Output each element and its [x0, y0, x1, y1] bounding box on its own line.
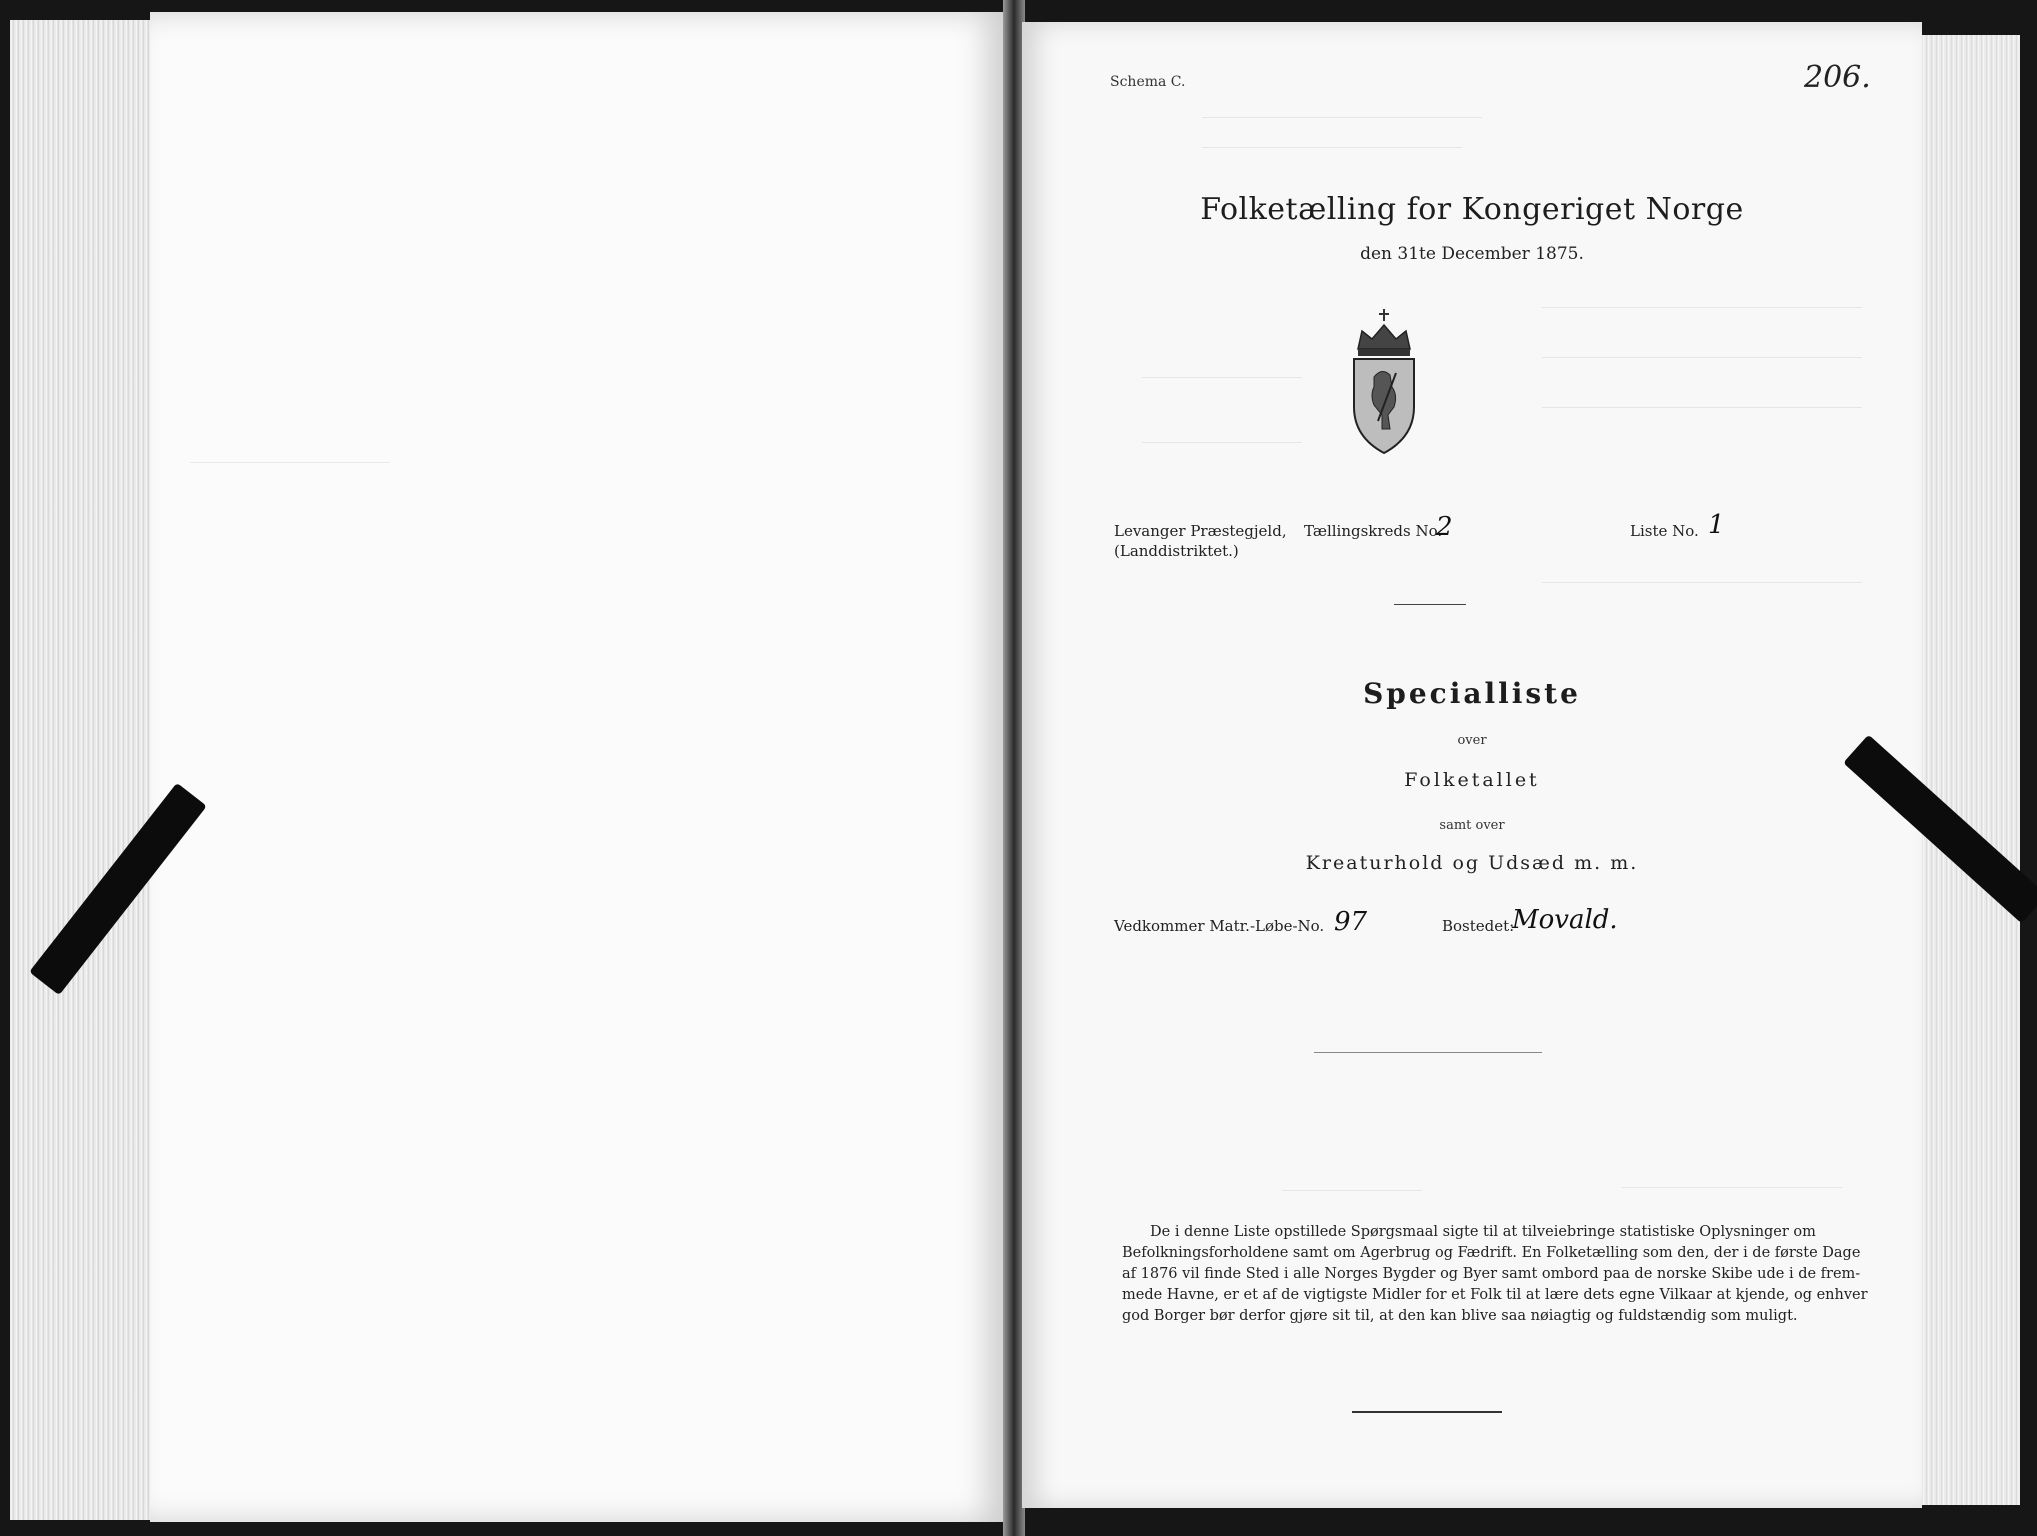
samt-over-text: samt over — [1439, 818, 1505, 833]
divider-bottom — [1352, 1411, 1502, 1413]
schema-label: Schema C. — [1110, 74, 1186, 90]
census-notice — [1122, 1222, 1877, 1327]
liste-label: Liste No. — [1630, 522, 1699, 540]
right-page — [1022, 22, 1922, 1508]
notice-line: Befolkningsforholdene samt om Agerbrug og Fædrift. En Folketælling som den, der i de første Dage — [1122, 1245, 1861, 1261]
specialliste-heading: Specialliste — [1363, 677, 1581, 710]
divider-short — [1394, 604, 1466, 605]
bosted-label: Bostedet: — [1442, 917, 1515, 935]
left-page-edges — [10, 20, 150, 1520]
liste-value: 1 — [1708, 510, 1725, 540]
kreds-label: Tællingskreds No. — [1304, 522, 1443, 540]
left-page-blank — [150, 12, 1005, 1522]
page-number: 206. — [1804, 60, 1871, 95]
norwegian-coat-of-arms-icon — [1344, 307, 1424, 457]
notice-line: af 1876 vil finde Sted i alle Norges Bygder og Byer samt ombord paa de norske Skibe ude i de frem- — [1122, 1266, 1861, 1282]
notice-line: god Borger bør derfor gjøre sit til, at den kan blive saa nøiagtig og fuldstændig som muligt. — [1122, 1308, 1798, 1324]
census-date: den 31te December 1875. — [1360, 244, 1584, 264]
parish-name: Levanger Præstegjeld, — [1114, 522, 1287, 540]
folketallet-heading: Folketallet — [1404, 769, 1540, 791]
kreaturhold-heading: Kreaturhold og Udsæd m. m. — [1305, 852, 1639, 874]
notice-line: De i denne Liste opstillede Spørgsmaal sigte til at tilveiebringe statistiske Oplysninger om — [1150, 1224, 1816, 1240]
district-note: (Landdistriktet.) — [1114, 542, 1239, 560]
bosted-value: Movald. — [1512, 905, 1618, 935]
matr-label: Vedkommer Matr.-Løbe-No. — [1114, 917, 1325, 935]
census-title: Folketælling for Kongeriget Norge — [1200, 192, 1744, 227]
kreds-value: 2 — [1436, 512, 1453, 542]
over-text: over — [1457, 733, 1487, 748]
matr-value: 97 — [1334, 907, 1368, 937]
notice-line: mede Havne, er et af de vigtigste Midler for et Folk til at lære dets egne Vilkaar at kjende, og enhver — [1122, 1287, 1868, 1303]
divider-long — [1314, 1052, 1542, 1053]
